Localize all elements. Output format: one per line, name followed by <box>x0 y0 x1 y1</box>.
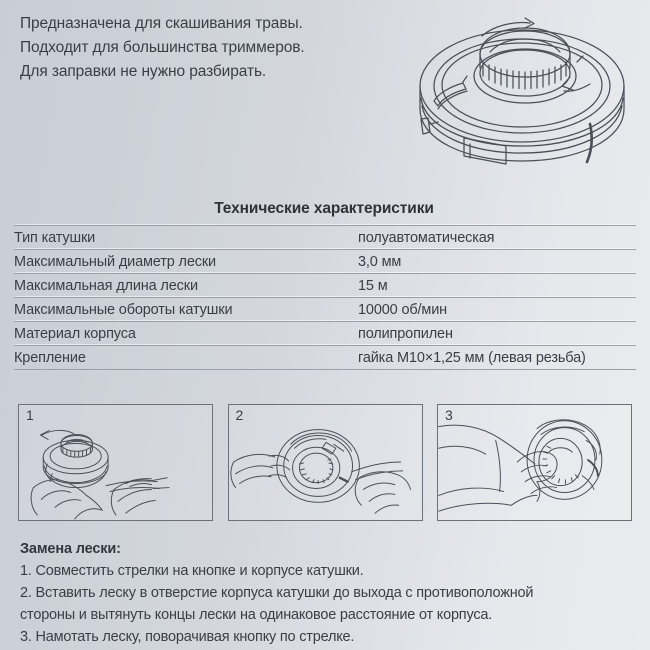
step-number: 3 <box>445 407 453 423</box>
instruction-line: стороны и вытянуть концы лески на одинаковое расстояние от корпуса. <box>20 607 493 623</box>
spec-label: Крепление <box>14 349 86 366</box>
hands-threading-line-into-spool-illustration-icon <box>229 405 422 520</box>
spec-label: Максимальный диаметр лески <box>14 253 216 270</box>
spec-value: 3,0 мм <box>358 253 402 270</box>
instruction-line: 1. Совместить стрелки на кнопке и корпусе катушки. <box>20 563 364 579</box>
spec-label: Максимальные обороты катушки <box>14 301 233 318</box>
spec-value: гайка M10×1,25 мм (левая резьба) <box>358 349 586 366</box>
table-row <box>14 225 636 249</box>
step-panel-2 <box>228 404 423 521</box>
step-number: 2 <box>235 407 244 423</box>
specifications-table <box>14 200 636 370</box>
intro-line: Для заправки не нужно разбирать. <box>20 63 267 80</box>
step-number: 1 <box>26 407 34 423</box>
spec-value: 15 м <box>358 277 388 294</box>
instructions-title: Замена лески: <box>20 541 121 557</box>
spec-label: Тип катушки <box>14 229 96 246</box>
line-replacement-instructions <box>20 538 640 648</box>
spec-table-title: Технические характеристики <box>214 200 434 217</box>
trimmer-spool-head-illustration-icon <box>394 6 650 196</box>
table-row <box>14 345 636 370</box>
step-panel-3 <box>437 404 632 521</box>
table-row <box>14 297 636 321</box>
step-illustrations-row <box>18 404 632 521</box>
instruction-line: 2. Вставить леску в отверстие корпуса катушки до выхода с противоположной <box>20 585 534 601</box>
spec-label: Материал корпуса <box>14 325 136 342</box>
table-row <box>14 273 636 297</box>
spec-label: Максимальная длина лески <box>14 277 198 294</box>
table-row <box>14 321 636 345</box>
instruction-line: 3. Намотать леску, поворачивая кнопку по стрелке. <box>20 629 355 645</box>
spec-value: полуавтоматическая <box>358 229 495 246</box>
intro-line: Предназначена для скашивания травы. <box>20 15 303 32</box>
step-panel-1 <box>18 404 213 521</box>
table-row <box>14 249 636 273</box>
intro-line: Подходит для большинства триммеров. <box>20 39 305 56</box>
spec-value: полипропилен <box>358 325 453 342</box>
intro-text-block <box>20 12 400 84</box>
hand-winding-knob-illustration-icon <box>438 405 631 520</box>
spec-value: 10000 об/мин <box>358 301 448 318</box>
hands-holding-spool-rotate-arrow-illustration-icon <box>19 405 212 520</box>
